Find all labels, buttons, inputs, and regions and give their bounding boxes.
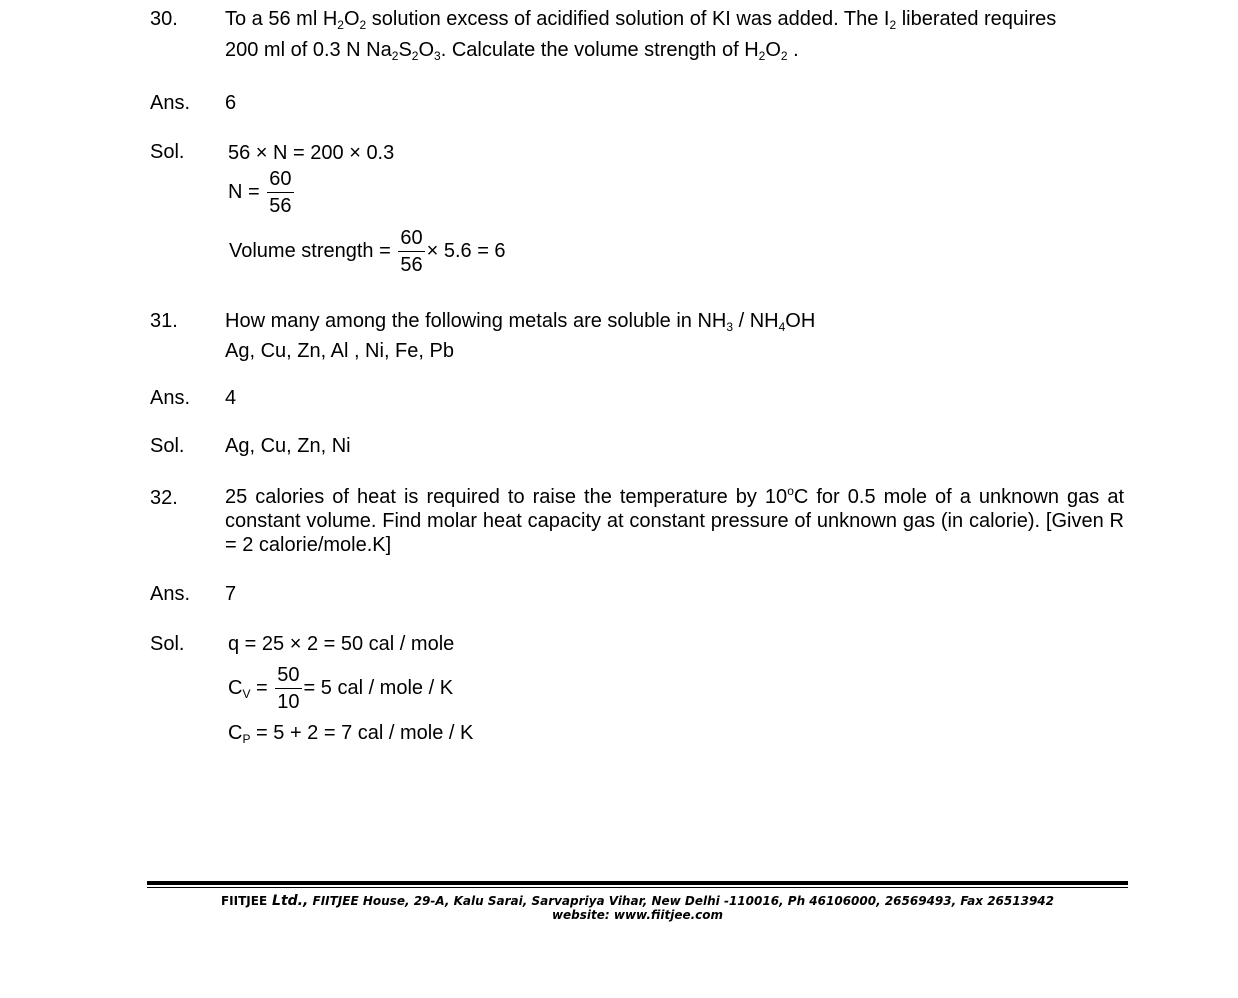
solution-equation: $C_P = 5 + 2 = 7$ cal / mole / K	[228, 722, 474, 746]
solution-equation: N = $\frac{60}{56}$	[228, 168, 292, 217]
answer-value: 4	[225, 387, 237, 409]
footer-website: website: www.fiitjee.com	[551, 908, 724, 922]
answer-value: 6	[225, 92, 237, 114]
question-number: 30.	[150, 8, 178, 30]
solution-equation: Volume strength = $\frac{60}{56}$ × 5.6 = 6	[229, 227, 506, 276]
answer-label: Ans.	[150, 387, 191, 409]
fraction: $\frac{60}{56}$	[400, 227, 423, 276]
answer-label: Ans.	[150, 92, 191, 114]
answer-label: Ans.	[150, 583, 191, 605]
solution-equation: 56 × N = 200 × 0.3	[228, 142, 395, 164]
question-number: 32.	[150, 487, 178, 509]
question-text-line-1: How many among the following metals are soluble in $NH_3 / NH_4OH$	[225, 310, 816, 334]
question-text-line-2: Ag, Cu, Zn, Al , Ni, Fe, Pb	[225, 340, 454, 362]
solution-label: Sol.	[150, 141, 185, 163]
footer-rule-thick	[147, 881, 1128, 885]
footer-address: FIITJEE Ltd., FIITJEE House, 29-A, Kalu Sarai, Sarvapriya Vihar, New Delhi -110016, Ph 46106000, 26569493, Fax 26513942	[220, 893, 1054, 909]
question-text-line-1: To a 56 ml $H_2O_2$ solution excess of acidified solution of KI was added. The $I_2$ liberated requires	[225, 8, 1057, 32]
solution-label: Sol.	[150, 435, 185, 457]
answer-value: 7	[225, 583, 237, 605]
solution-equation: q = 25 × 2 = 50 cal / mole	[228, 633, 455, 655]
question-number: 31.	[150, 310, 178, 332]
question-text-line-2: 200 ml of 0.3 N $Na_2S_2O_3$. Calculate the volume strength of $H_2O_2$ .	[225, 39, 799, 63]
fraction: $\frac{60}{56}$	[269, 168, 292, 217]
solution-label: Sol.	[150, 633, 185, 655]
fraction: $\frac{50}{10}$	[277, 664, 300, 713]
question-text: 25 calories of heat is required to raise the temperature by 10$^o$C for 0.5 mole of a unknown gas at constant volume. Find molar heat capacity at constant pressure of unknown gas (in calorie). [Given R = 2 calorie/mole.K]	[225, 484, 1124, 556]
footer-rule-thin	[147, 887, 1128, 888]
solution-equation: $C_V$ = $\frac{50}{10}$ = 5 cal / mole / K	[228, 664, 454, 713]
footer-brand: FIITJEE	[220, 894, 268, 908]
solution-text: Ag, Cu, Zn, Ni	[225, 435, 351, 457]
